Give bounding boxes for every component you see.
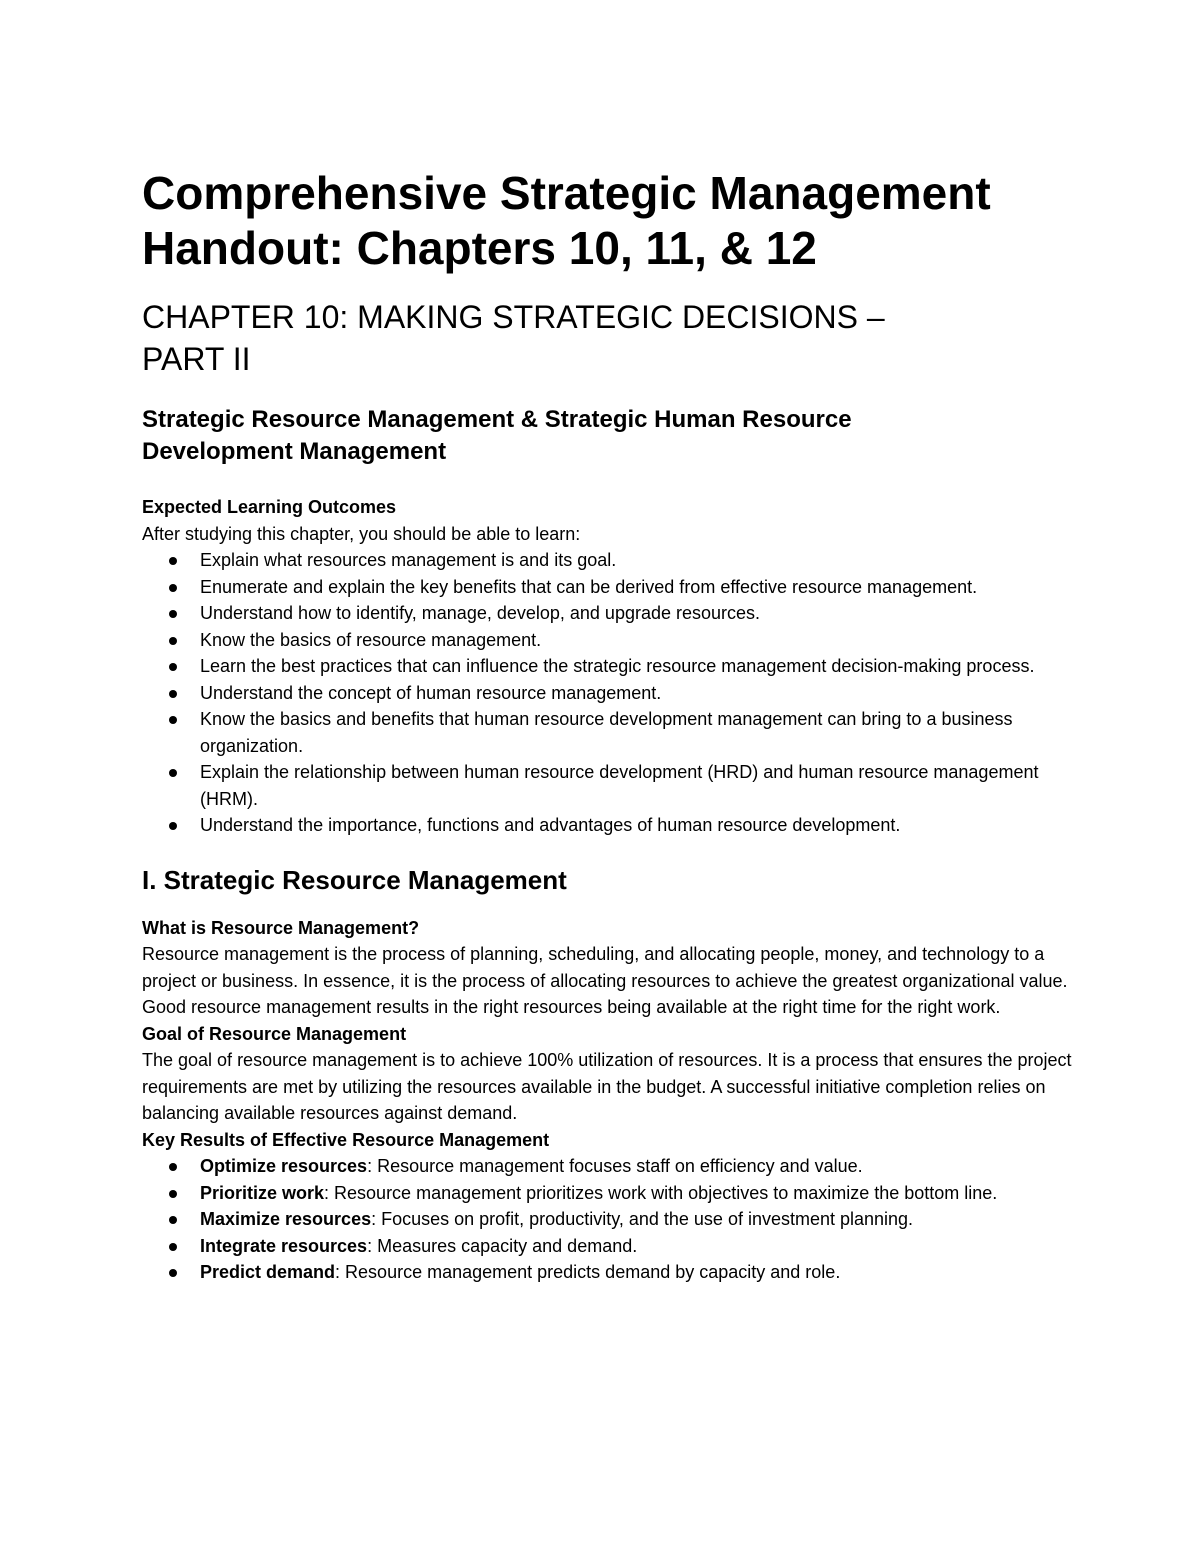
bullet-icon — [169, 822, 177, 830]
goal-heading: Goal of Resource Management — [142, 1023, 407, 1044]
list-item-text: : Resource management prioritizes work with objectives to maximize the bottom line. — [324, 1182, 998, 1203]
list-item-text: Explain the relationship between human resource development (HRD) and human resource management (HRM). — [200, 762, 1039, 809]
list-item-term: Prioritize work — [200, 1182, 325, 1203]
list-item — [200, 574, 1070, 601]
list-item-term: Optimize resources — [200, 1156, 368, 1176]
goal-paragraph: The goal of resource management is to achieve 100% utilization of resources. It is a process that ensures the project requirements are met by utilizing the resources available in the budget. A successful initiative completion relies on balancing available resources against demand. — [142, 1050, 1072, 1123]
list-item — [200, 547, 1070, 574]
list-item — [200, 759, 1070, 812]
list-item-text: Understand how to identify, manage, develop, and upgrade resources. — [200, 603, 761, 623]
list-item — [200, 600, 1070, 627]
bullet-icon — [169, 690, 177, 698]
bullet-icon — [169, 584, 177, 592]
key-results-heading: Key Results of Effective Resource Management — [142, 1129, 550, 1150]
list-item — [200, 1180, 1070, 1207]
list-item — [200, 1259, 1070, 1286]
list-item — [200, 1206, 1070, 1233]
list-item-text: : Resource management predicts demand by capacity and role. — [335, 1262, 841, 1282]
list-item — [200, 627, 1070, 654]
document-title-line-2: Handout: Chapters 10, 11, & 12 — [142, 222, 817, 274]
chapter-subtitle — [142, 404, 1072, 468]
document-title — [142, 166, 1072, 276]
bullet-icon — [169, 1269, 177, 1277]
list-item-text: Learn the best practices that can influence the strategic resource management decision-making process. — [200, 656, 1035, 676]
list-item-text: Understand the importance, functions and advantages of human resource development. — [200, 815, 901, 835]
what-is-heading: What is Resource Management? — [142, 917, 420, 938]
list-item — [200, 1233, 1070, 1260]
learning-outcomes-heading: Expected Learning Outcomes — [142, 497, 397, 517]
list-item-text: : Resource management focuses staff on efficiency and value. — [367, 1156, 863, 1176]
bullet-icon — [169, 1216, 177, 1224]
chapter-title — [142, 296, 1072, 380]
list-item — [200, 706, 1070, 759]
bullet-icon — [169, 557, 177, 565]
bullet-icon — [169, 769, 177, 777]
list-item-term: Integrate resources — [200, 1235, 368, 1256]
list-item-text: Enumerate and explain the key benefits that can be derived from effective resource management. — [200, 576, 978, 597]
bullet-icon — [169, 637, 177, 645]
bullet-icon — [169, 610, 177, 618]
bullet-icon — [169, 1243, 177, 1251]
chapter-title-line-2: PART II — [142, 341, 251, 377]
list-item-text: Know the basics of resource management. — [200, 629, 542, 650]
bullet-icon — [169, 716, 177, 724]
learning-outcomes-list — [142, 547, 1070, 839]
bullet-icon — [169, 1163, 177, 1171]
document-content — [142, 166, 1072, 1286]
bullet-icon — [169, 1190, 177, 1198]
chapter-subtitle-line-2: Development Management — [142, 438, 447, 465]
bullet-icon — [169, 663, 177, 671]
list-item-text: Explain what resources management is and its goal. — [200, 550, 617, 570]
learning-outcomes-intro: After studying this chapter, you should be able to learn: — [142, 523, 581, 544]
list-item-text: : Focuses on profit, productivity, and the use of investment planning. — [371, 1209, 914, 1229]
list-item-term: Predict demand — [200, 1262, 336, 1282]
chapter-title-line-1: CHAPTER 10: MAKING STRATEGIC DECISIONS – — [142, 299, 885, 335]
list-item — [200, 812, 1070, 839]
chapter-subtitle-line-1: Strategic Resource Management & Strategic Human Resource — [142, 406, 852, 433]
list-item-term: Maximize resources — [200, 1209, 372, 1229]
list-item-text: Know the basics and benefits that human resource development management can bring to a business organization. — [200, 709, 1013, 756]
key-results-list — [142, 1153, 1070, 1286]
section-heading: I. Strategic Resource Management — [142, 864, 567, 895]
list-item — [200, 1153, 1070, 1180]
what-is-paragraph: Resource management is the process of planning, scheduling, and allocating people, money, and technology to a project or business. In essence, it is the process of allocating resources to achieve the greatest organizational value. Good resource management results in the right resources being available at the right time for the right work. — [142, 944, 1068, 1017]
list-item — [200, 653, 1070, 680]
document-title-line-1: Comprehensive Strategic Management — [142, 167, 991, 219]
list-item — [200, 680, 1070, 707]
list-item-text: Understand the concept of human resource management. — [200, 682, 662, 703]
list-item-text: : Measures capacity and demand. — [367, 1235, 638, 1256]
